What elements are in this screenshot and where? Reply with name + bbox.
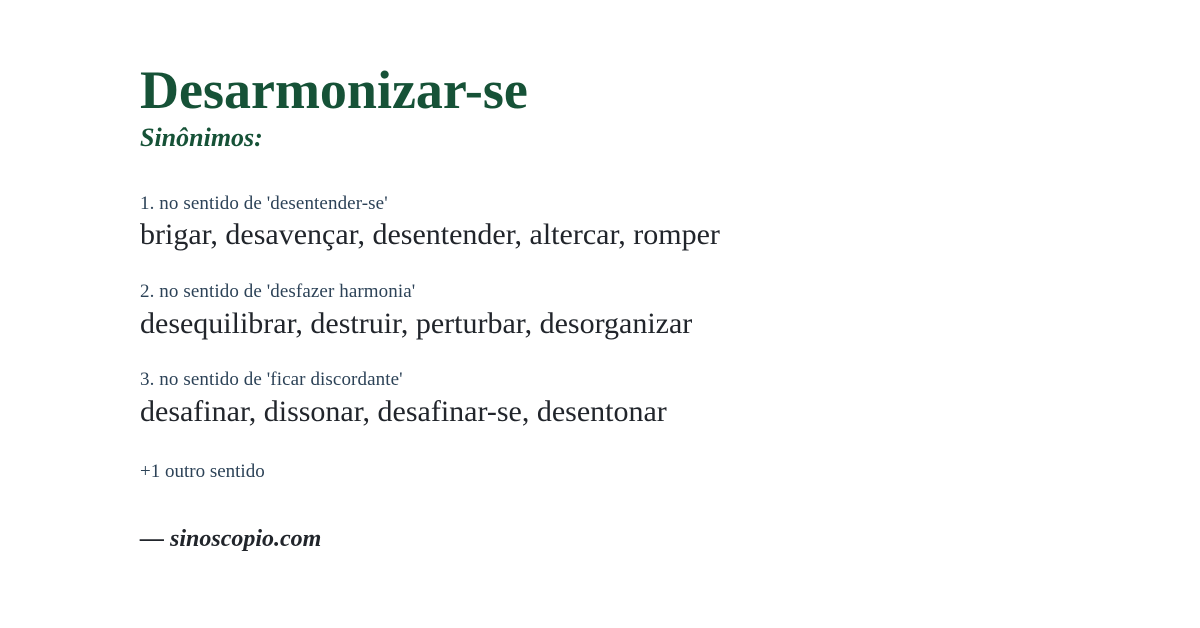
sense-item-3	[140, 369, 1140, 429]
synonyms-heading: Sinônimos:	[140, 122, 263, 152]
senses-list	[140, 193, 1140, 430]
sense-synonyms: brigar, desavençar, desentender, altercar, romper	[140, 218, 720, 252]
word-title: Desarmonizar-se	[140, 60, 528, 120]
sense-label: 2. no sentido de 'desfazer harmonia'	[140, 280, 416, 302]
more-senses-note: +1 outro sentido	[140, 461, 265, 483]
sense-label: 3. no sentido de 'ficar discordante'	[140, 369, 403, 391]
sense-synonyms: desequilibrar, destruir, perturbar, desorganizar	[140, 306, 693, 340]
source-attribution: — sinoscopio.com	[140, 526, 322, 553]
sense-item-1	[140, 193, 1140, 253]
sense-item-2	[140, 281, 1140, 341]
sense-label: 1. no sentido de 'desentender-se'	[140, 192, 388, 214]
sense-synonyms: desafinar, dissonar, desafinar-se, desentonar	[140, 394, 667, 428]
